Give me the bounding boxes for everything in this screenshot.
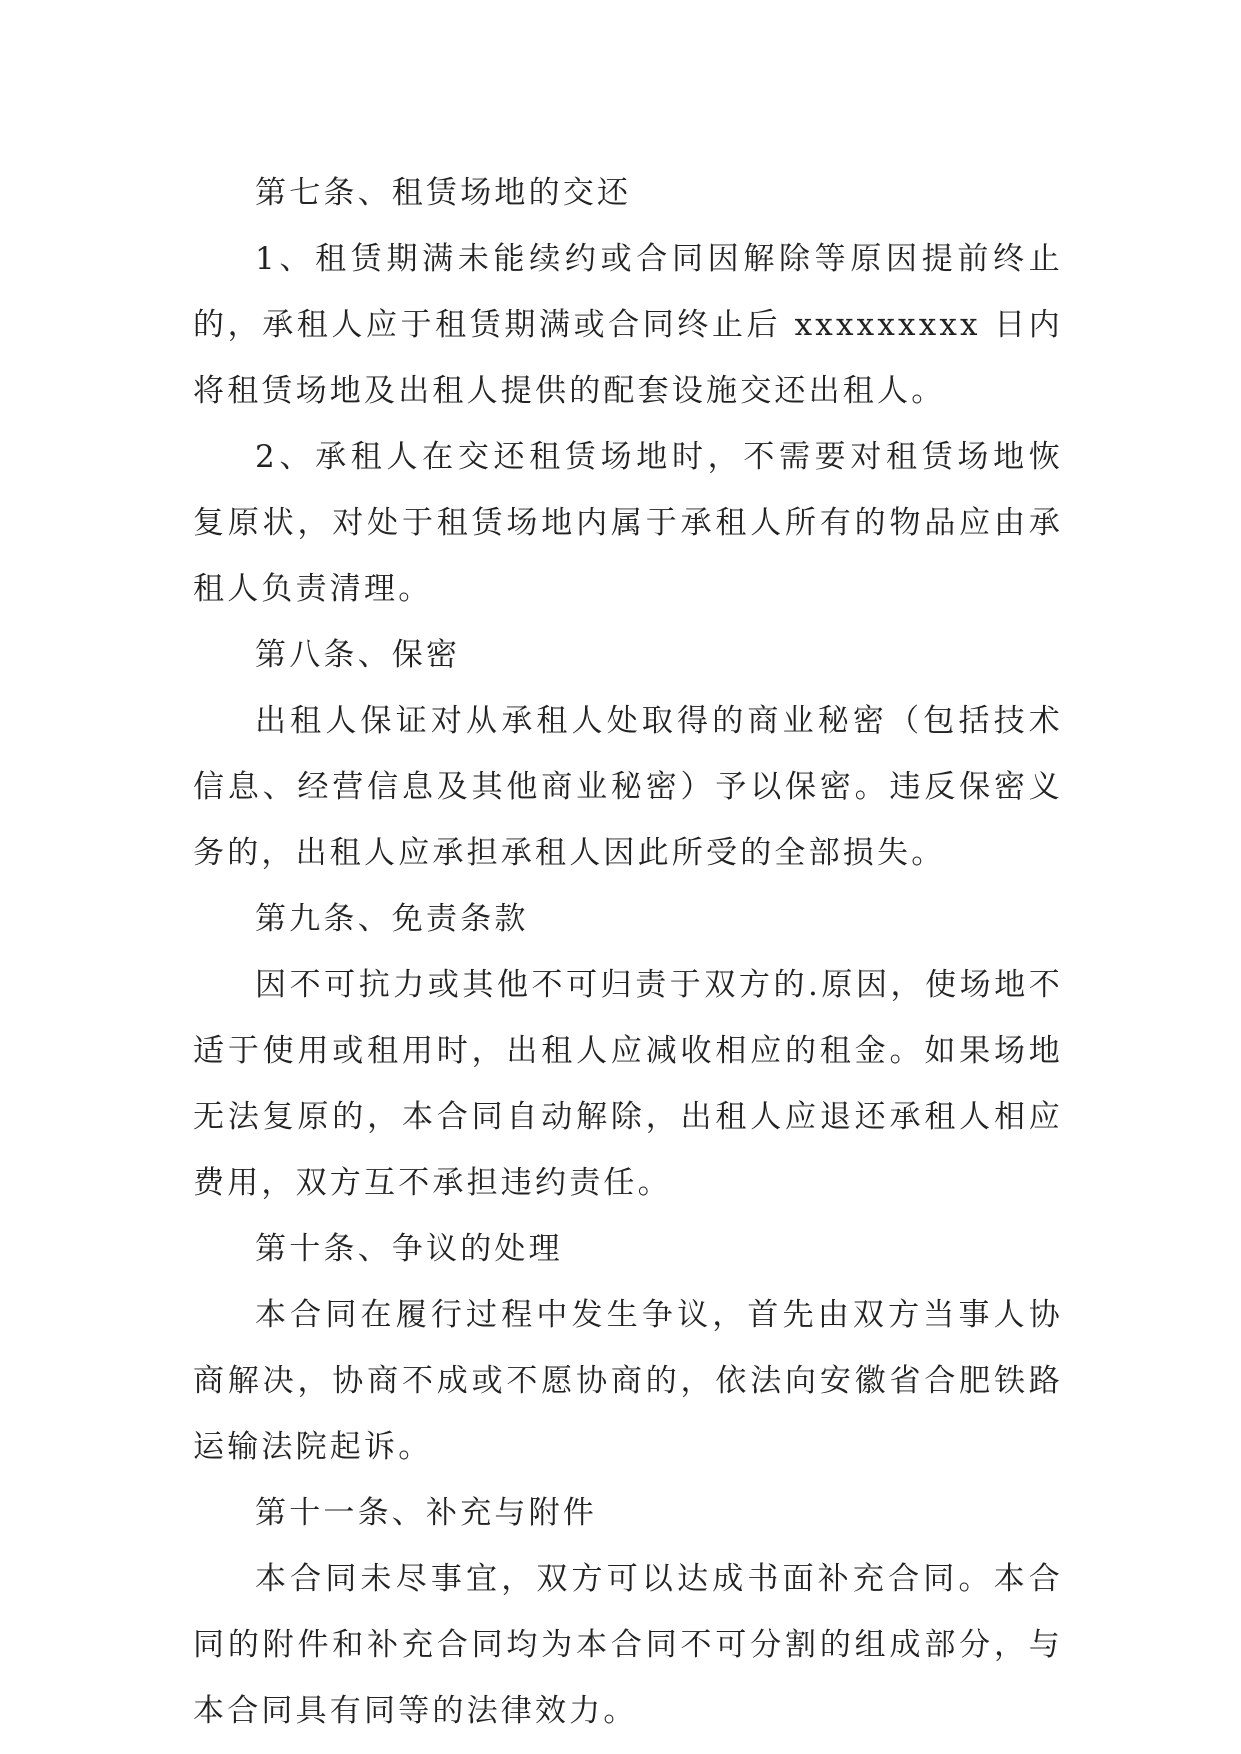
paragraph-article-9: 因不可抗力或其他不可归责于双方的.原因，使场地不适于使用或租用时，出租人应减收相应的租金。如果场地无法复原的，本合同自动解除，出租人应退还承租人相应费用，双方互不承担违约责任。 xyxy=(193,967,1063,1201)
section-heading-article-7: 第七条、租赁场地的交还 xyxy=(255,175,632,211)
section-heading-article-10: 第十条、争议的处理 xyxy=(255,1231,563,1267)
document-body xyxy=(193,160,1063,1744)
paragraph-article-7-item-1: 1、租赁期满未能续约或合同因解除等原因提前终止的，承租人应于租赁期满或合同终止后 xxxxxxxxx 日内将租赁场地及出租人提供的配套设施交还出租人。 xyxy=(193,241,1063,409)
paragraph-article-11: 本合同未尽事宜，双方可以达成书面补充合同。本合同的附件和补充合同均为本合同不可分割的组成部分，与本合同具有同等的法律效力。 xyxy=(193,1561,1063,1729)
section-heading-article-8: 第八条、保密 xyxy=(255,637,461,673)
paragraph-article-8: 出租人保证对从承租人处取得的商业秘密（包括技术信息、经营信息及其他商业秘密）予以保密。违反保密义务的，出租人应承担承租人因此所受的全部损失。 xyxy=(193,703,1063,871)
paragraph-article-7-item-2: 2、承租人在交还租赁场地时，不需要对租赁场地恢复原状，对处于租赁场地内属于承租人所有的物品应由承租人负责清理。 xyxy=(193,439,1063,607)
paragraph-article-10: 本合同在履行过程中发生争议，首先由双方当事人协商解决，协商不成或不愿协商的，依法向安徽省合肥铁路运输法院起诉。 xyxy=(193,1297,1063,1465)
section-heading-article-11: 第十一条、补充与附件 xyxy=(255,1495,597,1531)
section-heading-article-9: 第九条、免责条款 xyxy=(255,901,529,937)
